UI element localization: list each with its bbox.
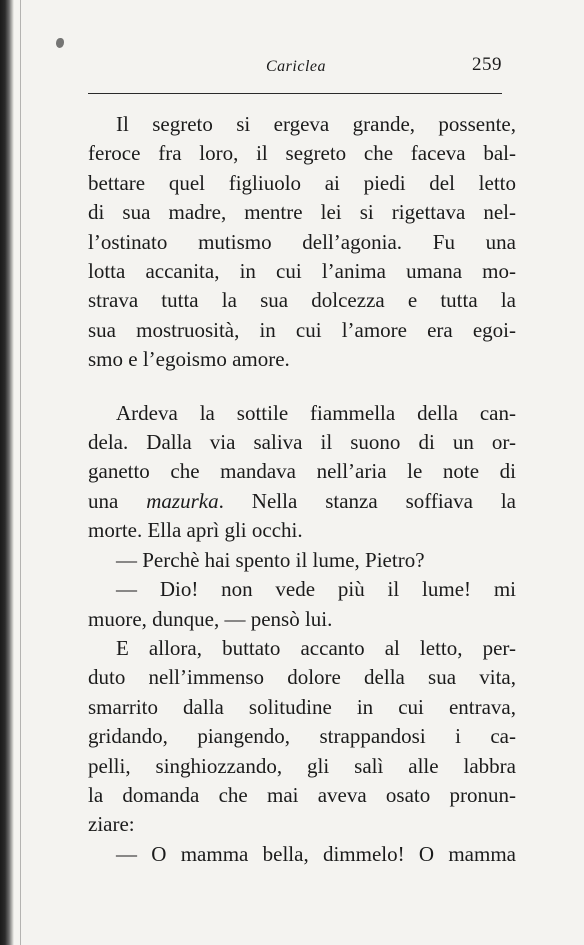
text-line: dela. Dalla via saliva il suono di un or- bbox=[88, 430, 516, 455]
page-margin-shadow bbox=[20, 0, 21, 945]
header-rule bbox=[88, 93, 502, 94]
text-line: Il segreto si ergeva grande, possente, bbox=[116, 112, 516, 136]
paragraph-gap bbox=[88, 375, 516, 399]
text-line: morte. Ella aprì gli occhi. bbox=[88, 518, 303, 543]
text-line: sua mostruosità, in cui l’amore era egoi- bbox=[88, 317, 516, 342]
text-line bbox=[88, 487, 516, 516]
italic-word: mazurka bbox=[146, 488, 219, 513]
text-line: lotta accanita, in cui l’anima umana mo- bbox=[88, 259, 516, 284]
text-fragment: . Nella stanza soffiava la bbox=[218, 488, 516, 513]
text-line: la domanda che mai aveva osato pronun- bbox=[88, 782, 516, 807]
text-line: smo e l’egoismo amore. bbox=[88, 347, 290, 372]
text-line: bettare quel figliuolo ai piedi del letto bbox=[88, 170, 516, 195]
text-line: di sua madre, mentre lei si rigettava nel- bbox=[88, 200, 516, 225]
text-line: gridando, piangendo, strappandosi i ca- bbox=[88, 724, 516, 749]
text-line: smarrito dalla solitudine in cui entrava, bbox=[88, 694, 516, 719]
text-line: E allora, buttato accanto al letto, per- bbox=[116, 635, 516, 660]
page-binding-edge bbox=[0, 0, 14, 945]
text-line: Ardeva la sottile fiammella della can- bbox=[116, 400, 516, 425]
text-line: ganetto che mandava nell’aria le note di bbox=[88, 459, 516, 484]
dialogue-line: — O mamma bella, dimmelo! O mamma bbox=[116, 841, 516, 866]
text-line: pelli, singhiozzando, gli salì alle labbra bbox=[88, 753, 516, 778]
text-line: muore, dunque, — pensò lui. bbox=[88, 606, 333, 631]
page-header bbox=[88, 52, 508, 86]
dialogue-line: — Dio! non vede più il lume! mi bbox=[116, 577, 516, 602]
running-title: Cariclea bbox=[266, 58, 326, 75]
text-fragment: una bbox=[88, 488, 147, 513]
text-line: strava tutta la sua dolcezza e tutta la bbox=[88, 288, 516, 313]
page-number: 259 bbox=[472, 54, 502, 75]
dialogue-line: — Perchè hai spento il lume, Pietro? bbox=[116, 547, 425, 572]
text-line: l’ostinato mutismo dell’agonia. Fu una bbox=[88, 229, 516, 254]
text-line: duto nell’immenso dolore della sua vita, bbox=[88, 665, 516, 690]
text-line: feroce fra loro, il segreto che faceva bal- bbox=[88, 141, 516, 166]
ink-blot bbox=[56, 38, 64, 48]
text-line: ziare: bbox=[88, 812, 135, 837]
body-text bbox=[88, 110, 516, 869]
